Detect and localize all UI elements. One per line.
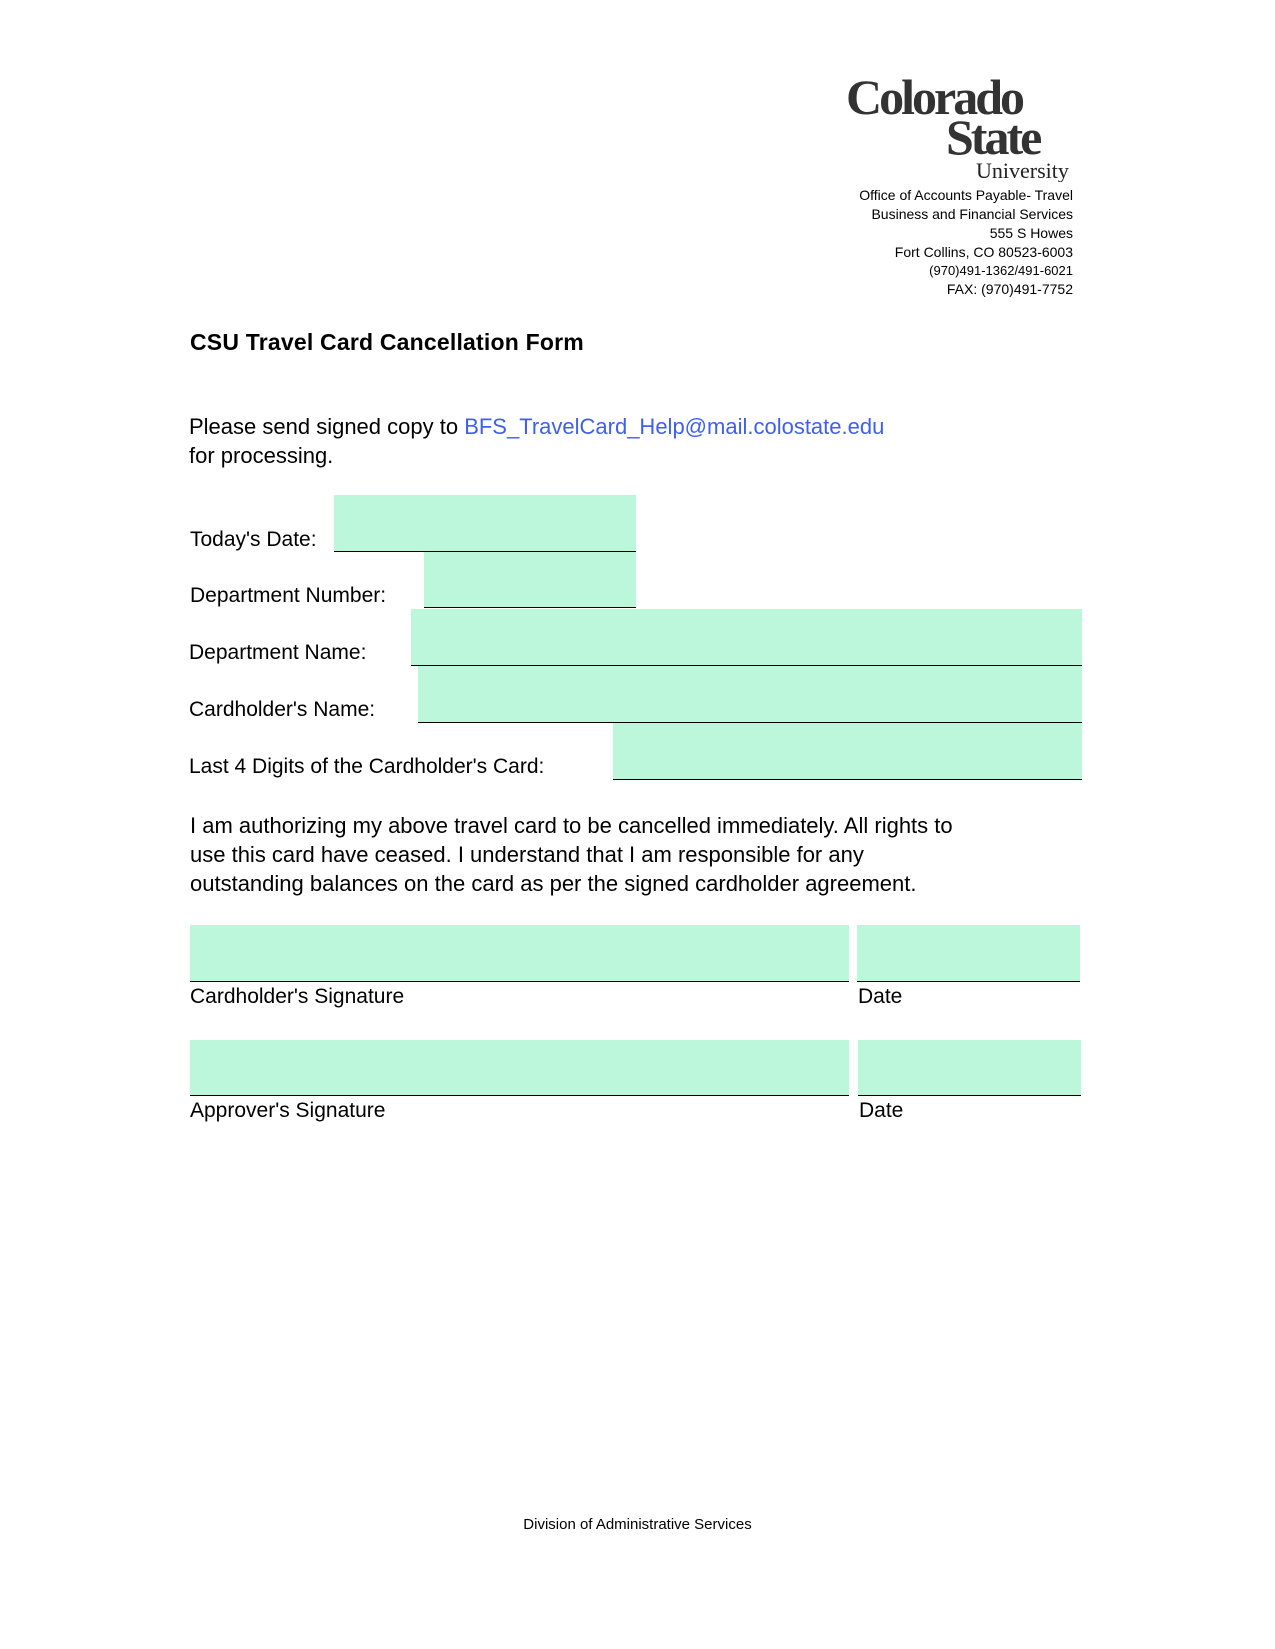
dept-name-label: Department Name: bbox=[189, 641, 367, 664]
dept-number-label: Department Number: bbox=[190, 584, 387, 607]
intro-suffix: for processing. bbox=[189, 443, 334, 468]
approver-signature-field[interactable] bbox=[190, 1040, 849, 1096]
address-line: Fort Collins, CO 80523-6003 bbox=[894, 244, 1073, 260]
approver-signature-label: Approver's Signature bbox=[190, 1099, 386, 1122]
cardholder-name-field[interactable] bbox=[418, 666, 1082, 723]
dept-number-field[interactable] bbox=[424, 552, 636, 608]
address-line: Office of Accounts Payable- Travel bbox=[859, 187, 1073, 203]
address-phone: (970)491-1362/491-6021 bbox=[929, 263, 1073, 278]
cardholder-signature-field[interactable] bbox=[190, 925, 849, 982]
svg-text:University: University bbox=[976, 158, 1069, 182]
svg-text:State: State bbox=[946, 109, 1040, 165]
dept-name-field[interactable] bbox=[411, 609, 1082, 666]
email-link[interactable]: BFS_TravelCard_Help@mail.colostate.edu bbox=[464, 414, 885, 439]
footer-text: Division of Administrative Services bbox=[523, 1516, 752, 1533]
svg-text:Colorado: Colorado bbox=[846, 74, 1022, 125]
cardholder-name-label: Cardholder's Name: bbox=[189, 698, 376, 721]
approver-date-field[interactable] bbox=[858, 1040, 1081, 1096]
cardholder-date-field[interactable] bbox=[857, 925, 1080, 982]
last4-label: Last 4 Digits of the Cardholder's Card: bbox=[189, 755, 545, 778]
cardholder-signature-label: Cardholder's Signature bbox=[190, 985, 405, 1008]
authorization-line: use this card have ceased. I understand that I am responsible for any bbox=[190, 842, 864, 867]
authorization-text bbox=[190, 811, 1090, 898]
intro-prefix: Please send signed copy to bbox=[189, 414, 465, 439]
intro-text bbox=[189, 412, 884, 470]
csu-logo bbox=[846, 74, 1082, 182]
address-line: Business and Financial Services bbox=[871, 206, 1073, 222]
approver-date-label: Date bbox=[859, 1099, 904, 1122]
cardholder-date-label: Date bbox=[858, 985, 903, 1008]
last4-field[interactable] bbox=[613, 723, 1082, 780]
page-title: CSU Travel Card Cancellation Form bbox=[190, 329, 584, 355]
authorization-line: I am authorizing my above travel card to be cancelled immediately. All rights to bbox=[190, 813, 953, 838]
authorization-line: outstanding balances on the card as per the signed cardholder agreement. bbox=[190, 871, 917, 896]
address-line: 555 S Howes bbox=[989, 225, 1073, 241]
todays-date-label: Today's Date: bbox=[190, 528, 317, 551]
todays-date-field[interactable] bbox=[334, 495, 636, 552]
address-fax: FAX: (970)491-7752 bbox=[946, 281, 1073, 297]
